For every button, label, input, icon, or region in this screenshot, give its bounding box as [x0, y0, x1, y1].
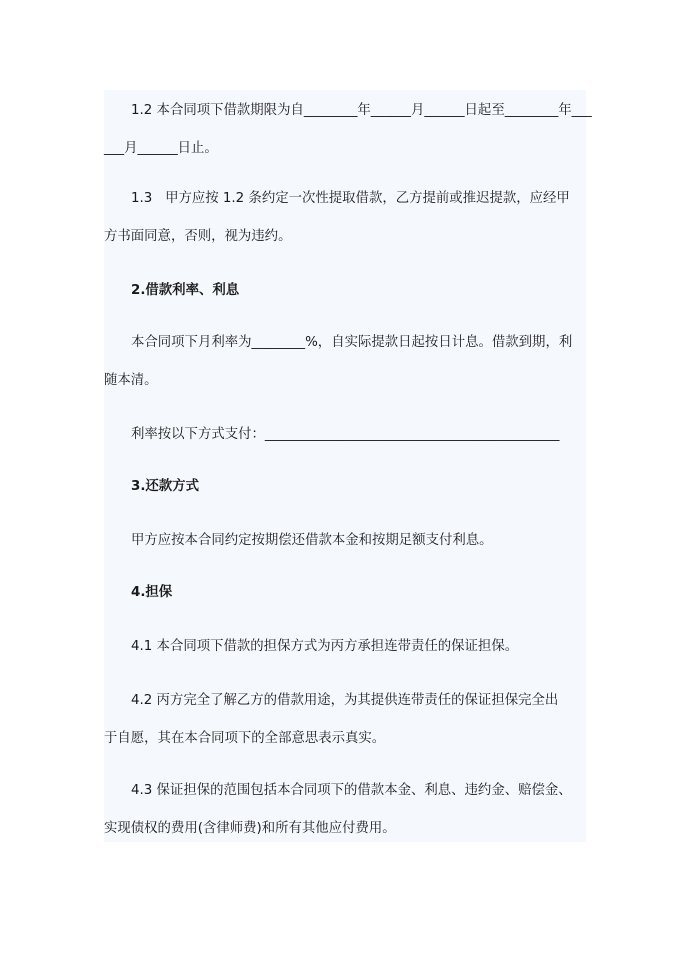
text-line: 方书面同意，否则，视为违约。 [104, 229, 292, 244]
text-line: ___月______日止。 [104, 141, 218, 156]
section-heading-repayment [104, 468, 586, 506]
clause-4-3 [104, 772, 586, 848]
text-line: 4.2 丙方完全了解乙方的借款用途，为其提供连带责任的保证担保完全出 [131, 693, 559, 708]
text-line: 1.3 甲方应按 1.2 条约定一次性提取借款，乙方提前或推迟提款，应经甲 [131, 191, 570, 206]
interest-rate-paragraph [104, 324, 586, 400]
clause-1-2 [104, 92, 592, 168]
heading-text: 3.还款方式 [131, 479, 199, 494]
text-line: 随本清。 [104, 373, 158, 388]
text-line: 于自愿，其在本合同项下的全部意思表示真实。 [104, 731, 386, 746]
text-line: 甲方应按本合同约定按期偿还借款本金和按期足额支付利息。 [131, 533, 493, 548]
repayment-paragraph [104, 522, 586, 560]
clause-1-3 [104, 180, 586, 256]
heading-text: 4.担保 [131, 585, 173, 600]
text-line: 1.2 本合同项下借款期限为自________年______月______日起至________年___ [131, 103, 592, 118]
text-line: 实现债权的费用(含律师费)和所有其他应付费用。 [104, 821, 396, 836]
text-line: 4.3 保证担保的范围包括本合同项下的借款本金、利息、违约金、赔偿金、 [131, 783, 572, 798]
interest-payment-paragraph [104, 416, 586, 454]
clause-4-1 [104, 628, 586, 666]
text-line: 利率按以下方式支付：____________________________________________ [131, 427, 560, 442]
section-heading-guarantee [104, 574, 586, 612]
clause-4-2 [104, 682, 586, 758]
text-line: 本合同项下月利率为________%，自实际提款日起按日计息。借款到期，利 [131, 335, 573, 350]
section-heading-interest [104, 272, 586, 310]
text-line: 4.1 本合同项下借款的担保方式为丙方承担连带责任的保证担保。 [131, 639, 519, 654]
heading-text: 2.借款利率、利息 [131, 283, 240, 298]
